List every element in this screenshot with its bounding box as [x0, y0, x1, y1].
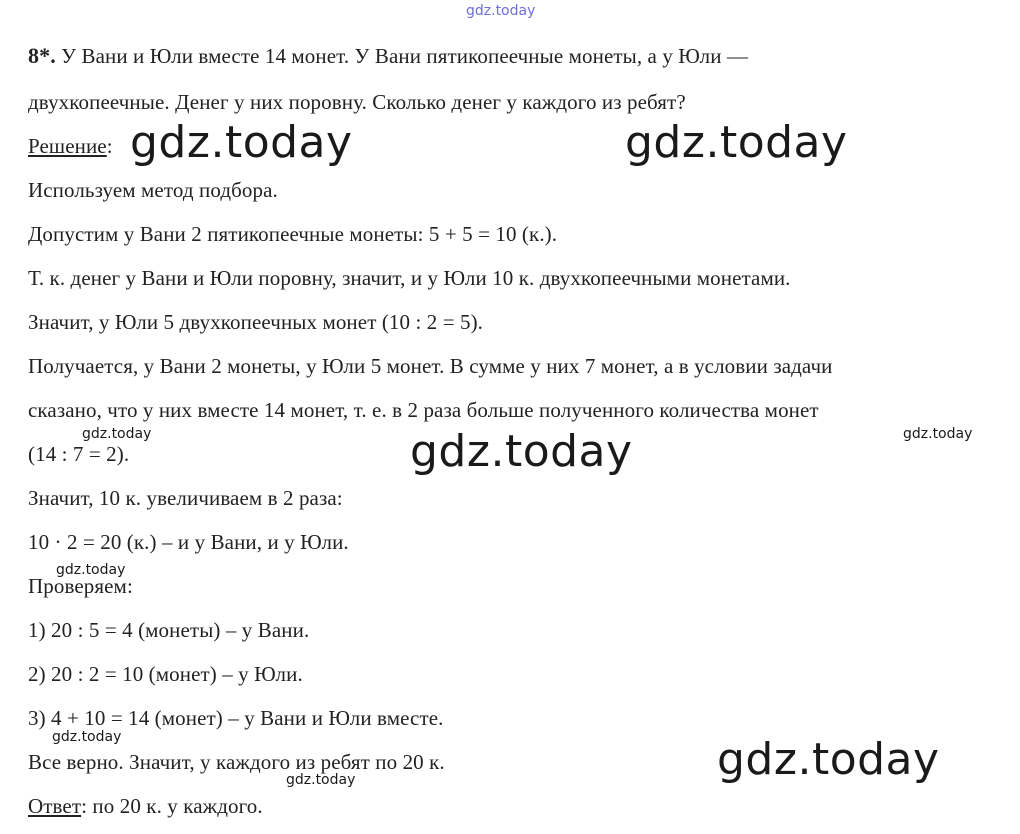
answer-text: по 20 к. у каждого. [87, 794, 263, 818]
solution-line: Значит, у Юли 5 двухкопеечных монет (10 : 2 = 5). [28, 310, 484, 334]
solution-line: 10 · 2 = 20 (к.) – и у Вани, и у Юли. [28, 530, 349, 554]
watermark-top: gdz.today [466, 3, 536, 19]
solution-label: Решение [28, 134, 107, 158]
answer-label-colon: : [81, 794, 88, 818]
solution-line: Проверяем: [28, 574, 133, 598]
solution-line: Т. к. денег у Вани и Юли поровну, значит, и у Юли 10 к. двухкопеечными монетами. [28, 266, 791, 290]
watermark-small: gdz.today [286, 772, 356, 788]
solution-line: сказано, что у них вместе 14 монет, т. е. в 2 раза больше полученного количества монет [28, 398, 819, 422]
problem-text-1: У Вани и Юли вместе 14 монет. У Вани пятикопеечные монеты, а у Юли — [61, 44, 749, 68]
answer-line [28, 794, 263, 818]
solution-line: Получается, у Вани 2 монеты, у Юли 5 монет. В сумме у них 7 монет, а в условии задачи [28, 354, 833, 378]
solution-line: 3) 4 + 10 = 14 (монет) – у Вани и Юли вместе. [28, 706, 444, 730]
watermark-small: gdz.today [52, 729, 122, 745]
solution-line: Все верно. Значит, у каждого из ребят по 20 к. [28, 750, 445, 774]
solution-label-colon: : [106, 134, 113, 158]
watermark-small: gdz.today [903, 426, 973, 442]
solution-line: Используем метод подбора. [28, 178, 278, 202]
solution-line: 2) 20 : 2 = 10 (монет) – у Юли. [28, 662, 303, 686]
solution-line: Допустим у Вани 2 пятикопеечные монеты: 5 + 5 = 10 (к.). [28, 222, 558, 246]
solution-line: 1) 20 : 5 = 4 (монеты) – у Вани. [28, 618, 310, 642]
solution-line: (14 : 7 = 2). [28, 442, 130, 466]
solution-line: Значит, 10 к. увеличиваем в 2 раза: [28, 486, 343, 510]
problem-number: 8*. [28, 43, 56, 68]
answer-label: Ответ [28, 794, 82, 818]
solution-heading [28, 134, 113, 158]
watermark-small: gdz.today [56, 562, 126, 578]
problem-line-2: двухкопеечные. Денег у них поровну. Сколько денег у каждого из ребят? [28, 90, 686, 114]
watermark-large: gdz.today [625, 117, 848, 168]
watermark-large: gdz.today [410, 426, 633, 477]
watermark-small: gdz.today [82, 426, 152, 442]
problem-line-1 [28, 44, 748, 68]
watermark-large: gdz.today [130, 117, 353, 168]
watermark-large: gdz.today [717, 734, 940, 785]
